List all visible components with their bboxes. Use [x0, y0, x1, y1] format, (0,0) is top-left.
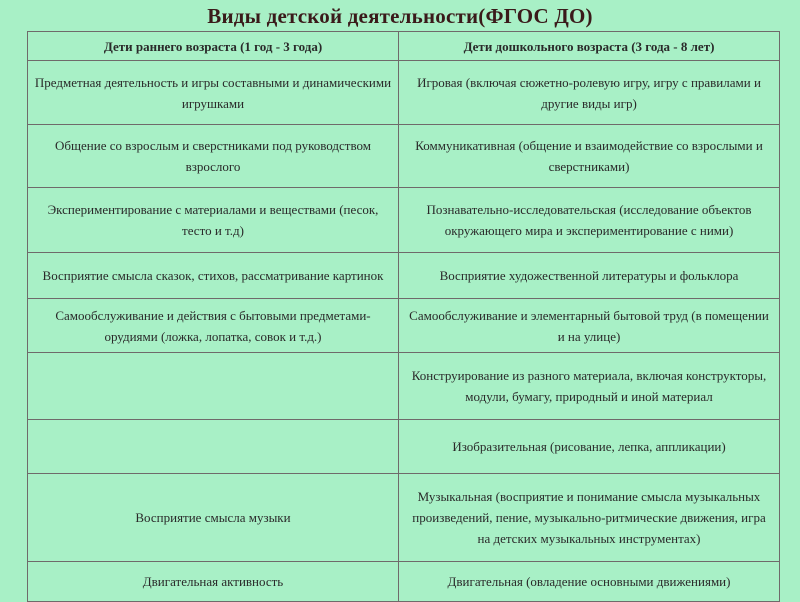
cell-early: Восприятие смысла сказок, стихов, рассматривание картинок	[28, 253, 399, 299]
table-row	[28, 353, 780, 420]
cell-preschool: Двигательная (овладение основными движениями)	[399, 562, 780, 602]
table-row	[28, 188, 780, 253]
cell-early: Двигательная активность	[28, 562, 399, 602]
page-title: Виды детской деятельности(ФГОС ДО)	[207, 4, 593, 28]
cell-preschool: Коммуникативная (общение и взаимодействие со взрослыми и сверстниками)	[399, 125, 780, 188]
table-header-row	[28, 32, 780, 61]
table-row	[28, 253, 780, 299]
cell-early: Восприятие смысла музыки	[28, 474, 399, 562]
column-header-preschool-age: Дети дошкольного возраста (3 года - 8 лет)	[399, 32, 780, 61]
cell-preschool: Познавательно-исследовательская (исследование объектов окружающего мира и экспериментирование с ними)	[399, 188, 780, 253]
cell-preschool: Музыкальная (восприятие и понимание смысла музыкальных произведений, пение, музыкально-ритмические движения, игра на детских музыкальных инструментах)	[399, 474, 780, 562]
cell-preschool: Восприятие художественной литературы и фольклора	[399, 253, 780, 299]
cell-early: Общение со взрослым и сверстниками под руководством взрослого	[28, 125, 399, 188]
activities-table	[27, 31, 780, 602]
cell-early	[28, 420, 399, 474]
table-row	[28, 299, 780, 353]
table-row	[28, 420, 780, 474]
cell-preschool: Игровая (включая сюжетно-ролевую игру, игру с правилами и другие виды игр)	[399, 61, 780, 125]
table-row	[28, 125, 780, 188]
table-row	[28, 562, 780, 602]
cell-preschool: Самообслуживание и элементарный бытовой труд (в помещении и на улице)	[399, 299, 780, 353]
cell-early	[28, 353, 399, 420]
cell-early: Предметная деятельность и игры составными и динамическими игрушками	[28, 61, 399, 125]
column-header-early-age: Дети раннего возраста (1 год - 3 года)	[28, 32, 399, 61]
cell-early: Самообслуживание и действия с бытовыми предметами-орудиями (ложка, лопатка, совок и т.д.)	[28, 299, 399, 353]
table-row	[28, 474, 780, 562]
cell-preschool: Изобразительная (рисование, лепка, аппликации)	[399, 420, 780, 474]
table-row	[28, 61, 780, 125]
cell-preschool: Конструирование из разного материала, включая конструкторы, модули, бумагу, природный и иной материал	[399, 353, 780, 420]
cell-early: Экспериментирование с материалами и веществами (песок, тесто и т.д)	[28, 188, 399, 253]
